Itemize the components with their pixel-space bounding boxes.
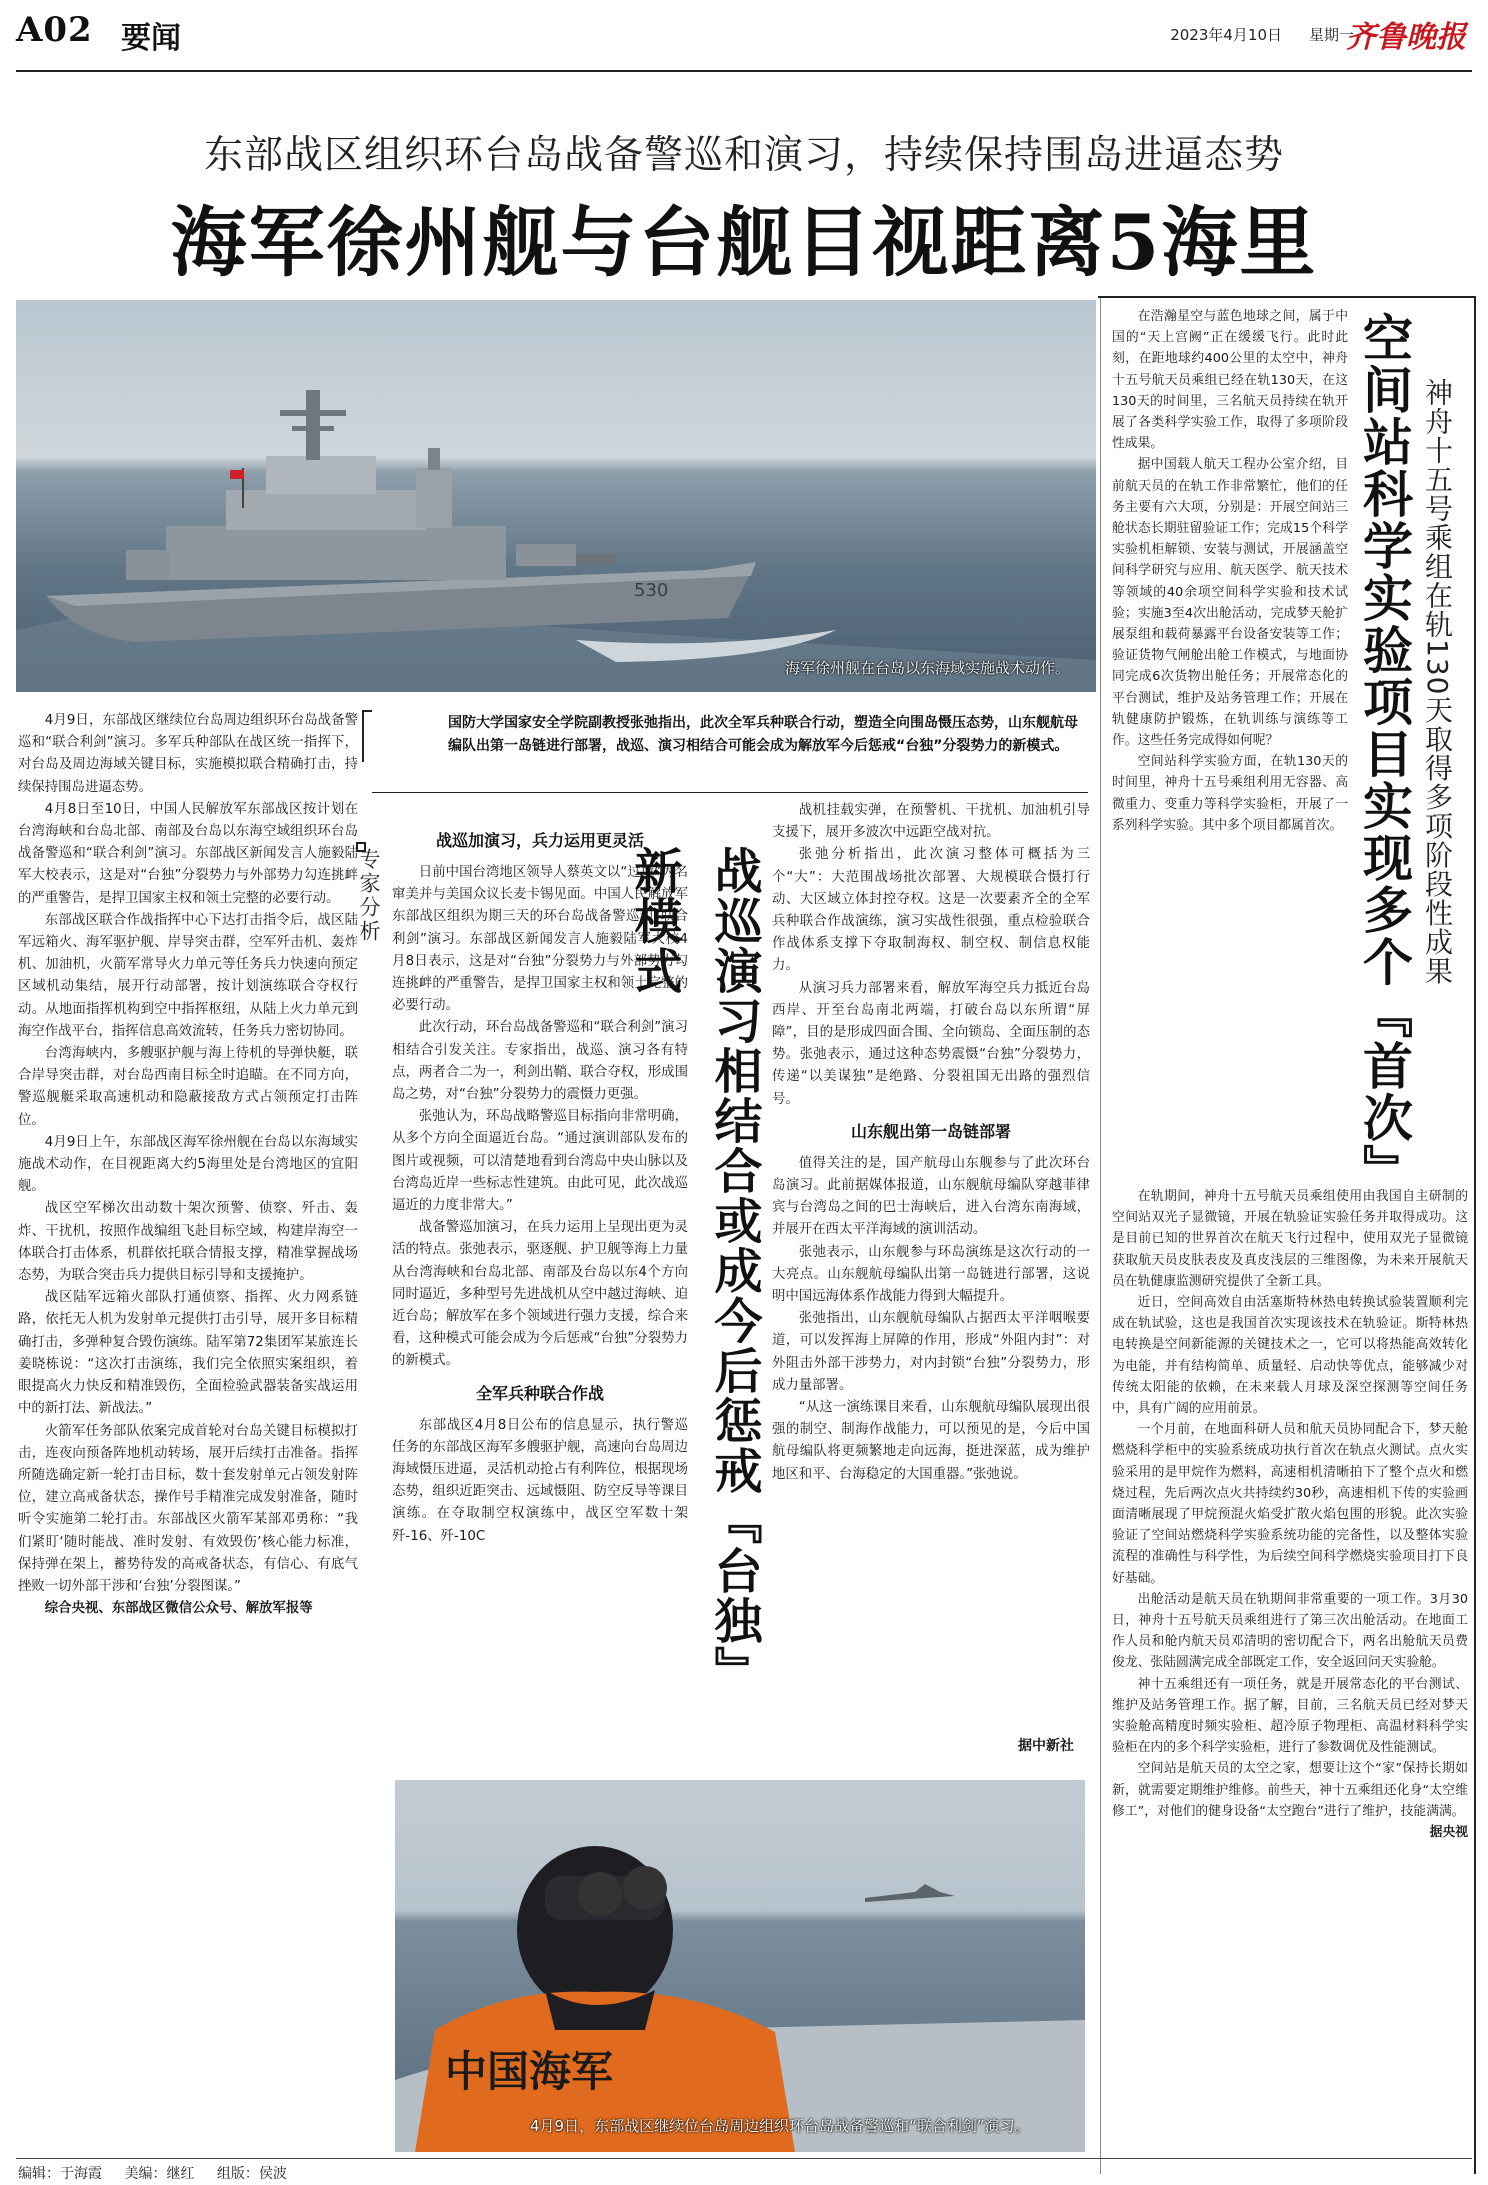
analysis-vertical-headline: 战巡演习相结合或成今后惩戒『台独』新模式	[626, 846, 762, 1696]
editor-credit: 编辑：于海霞	[18, 2166, 102, 2182]
expert-analysis-tag: 专家分析	[357, 848, 381, 944]
section-subhead: 山东舰出第一岛链部署	[850, 1121, 1011, 1141]
jacket-text: 中国海军	[445, 2047, 614, 2096]
header-rule	[16, 70, 1472, 72]
paragraph: 4月8日至10日，中国人民解放军东部战区按计划在台湾海峡和台岛北部、南部及台岛以东海空域组织环台岛战备警巡和“联合利剑”演习。东部战区新闻发言人施毅陆军大校表示，这是对“台独”分裂势力与外部势力勾连挑衅的严重警告，是捍卫国家主权和领土完整的必要行动。	[18, 801, 358, 906]
page-footer	[18, 2163, 305, 2183]
issue-weekday: 星期一	[1308, 26, 1354, 44]
analysis-column-2	[772, 800, 1090, 1770]
paragraph: 据中国载人航天工程办公室介绍，目前航天员的在轨工作非常繁忙，他们的任务主要有六大项，分别是：开展空间站三舱状态长期驻留验证工作；完成15个科学实验机柜解锁、安装与测试，开展涵盖空间科学研究与应用、航天医学、航天技术等领域的40余项空间科学实验和技术试验；实施3至4次出舱活动，完成梦天舱扩展泵组和载荷暴露平台设备安装等工作；验证货物气闸舱出舱工作模式，与地面协同完成6次货物出舱任务；开展常态化的平台测试，维护及站务管理工作；开展在轨健康防护锻炼，在轨训练与演练等工作。这些任务完成得如何呢？	[1112, 457, 1348, 749]
analysis-credit: 据中新社	[1018, 1738, 1074, 1754]
section-subhead: 战巡加演习，兵力运用更灵活	[435, 831, 644, 850]
news-byline: 综合央视、东部战区微信公众号、解放军报等	[44, 1601, 313, 1617]
paragraph: 张弛认为，环岛战略警巡目标指向非常明确，从多个方向全面逼近台岛。“通过演训部队发布的图片或视频，可以清楚地看到台湾岛中央山脉以及台湾岛近岸一些标志性建筑。由此可见，此次战巡逼近的力度非常大。”	[392, 1109, 688, 1214]
lookout-photo	[395, 1780, 1085, 2152]
paragraph: 日前中国台湾地区领导人蔡英文以“过境”为名窜美并与美国众议长麦卡锡见面。中国人民解放军东部战区组织为期三天的环台岛战备警巡和“联合利剑”演习。东部战区新闻发言人施毅陆军大校4月8日表示，这是对“台独”分裂势力与外部势力勾连挑衅的严重警告，是捍卫国家主权和领土完整的必要行动。	[392, 865, 688, 1014]
sidebar-subheadline: 神舟十五号乘组在轨130天取得多项阶段性成果	[1421, 378, 1454, 986]
sidebar-credit: 据央视	[1429, 1825, 1468, 1841]
bottom-photo-caption: 4月9日，东部战区继续位台岛周边组织环台岛战备警巡和“联合利剑”演习。	[530, 2117, 1030, 2135]
news-column-1	[18, 710, 358, 2155]
sidebar-headline: 空间站科学实验项目实现多个『首次』	[1355, 312, 1414, 1196]
paragraph: 战机挂载实弹，在预警机、干扰机、加油机引导支援下，展开多波次中远距空战对抗。	[772, 803, 1090, 841]
paragraph: 神十五乘组还有一项任务，就是开展常态化的平台测试、维护及站务管理工作。据了解，目前，三名航天员已经对梦天实验舱高精度时频实验柜、超冷原子物理柜、高温材料科学实验柜在内的多个科学实验柜，进行了参数调优及性能测试。	[1112, 1676, 1468, 1756]
paragraph: 值得关注的是，国产航母山东舰参与了此次环台岛演习。此前据媒体报道，山东舰航母编队穿越菲律宾与台湾岛之间的巴士海峡后，进入台湾东南海域，并展开在西太平洋海域的演训活动。	[772, 1155, 1090, 1238]
paragraph: 空间站是航天员的太空之家，想要让这个“家”保持长期如新，就需要定期维护维修。前些天，神十五乘组还化身“太空维修工”，对他们的健身设备“太空跑台”进行了维护，技能满满。	[1112, 1761, 1468, 1819]
paragraph: 从演习兵力部署来看，解放军海空兵力抵近台岛西岸、开至台岛南北两端，打破台岛以东所谓“屏障”，目的是形成四面合围、全向锁岛、全面压制的态势。张弛表示，通过这种态势震慑“台独”分裂势力，传递“以美谋独”是绝路、分裂祖国无出路的强烈信号。	[772, 980, 1090, 1107]
article-headline: 海军徐州舰与台舰目视距离5海里	[170, 198, 1318, 287]
lookout-illustration	[395, 1780, 1085, 2152]
footer-rule	[16, 2158, 1472, 2159]
paragraph: “从这一演练课目来看，山东舰航母编队展现出很强的制空、制海作战能力，可以预见的是，今后中国航母编队将更频繁地走向远海，挺进深蓝，成为维护地区和平、台海稳定的大国重器。”张弛说。	[772, 1400, 1090, 1482]
paragraph: 战备警巡加演习，在兵力运用上呈现出更为灵活的特点。张弛表示，驱逐舰、护卫舰等海上力量从台湾海峡和台岛北部、南部及台岛以东4个方向同时逼近，多种型号先进战机从空中越过海峡、迫近台岛；解放军在多个领域进行强力支援，综合来看，这种模式可能会成为今后惩戒“台独”分裂势力的新模式。	[392, 1220, 688, 1369]
paragraph: 4月9日，东部战区继续位台岛周边组织环台岛战备警巡和“联合利剑”演习。多军兵种部队在战区统一指挥下，对台岛及周边海域关键目标，实施模拟联合精确打击，持续保持围岛进逼态势。	[18, 713, 358, 795]
paragraph: 此次行动，环台岛战备警巡和“联合利剑”演习相结合引发关注。专家指出，战巡、演习各有特点，两者合二为一，利剑出鞘、联合夺权，形成围岛之势，对“台独”分裂势力的震慑力更强。	[392, 1020, 688, 1103]
sidebar-text-top	[1112, 306, 1348, 1186]
layout-credit: 组版：侯波	[216, 2166, 287, 2182]
paragraph: 东部战区4月8日公布的信息显示，执行警巡任务的东部战区海军多艘驱护舰，高速向台岛周边海域慑压进逼，灵活机动抢占有利阵位，根据现场态势，组织近距突击、远域慑阻、防空反导等课目演练。在夺取制空权演练中，战区空军数十架歼-16、歼-10C	[392, 1417, 688, 1544]
page-number: A02	[16, 10, 93, 50]
expert-frame-corner	[362, 710, 372, 762]
issue-date: 2023年4月10日	[1170, 26, 1282, 44]
section-name: 要闻	[121, 21, 181, 56]
newspaper-logo: 齐鲁晚报	[1346, 20, 1466, 55]
hull-number: 530	[634, 580, 669, 601]
art-credit: 美编：继红	[124, 2166, 195, 2182]
paragraph: 张弛分析指出，此次演习整体可概括为三个“大”：大范围战场批次部署、大规模联合慑打行动、大区域立体封控夺权。这是一次要素齐全的全军兵种联合作战演练，演习实战性很强，重点检验联合作战体系支撑下夺取制海权、制空权、制信息权能力。	[772, 847, 1090, 974]
paragraph: 近日，空间高效自由活塞斯特林热电转换试验装置顺利完成在轨试验，这也是我国首次实现该技术在轨验证。斯特林热电转换是空间新能源的关键技术之一，它可以将热能高效转化为电能，并有结构简单、质量轻、启动快等优点，能够减少对传统太阳能的依赖，在未来载人月球及深空探测等空间任务中，具有广阔的应用前景。	[1112, 1295, 1468, 1417]
article-subheadline: 东部战区组织环台岛战备警巡和演习，持续保持围岛进逼态势	[203, 133, 1284, 178]
section-subhead: 全军兵种联合作战	[475, 1383, 604, 1403]
warship-photo	[16, 300, 1096, 692]
paragraph: 在浩瀚星空与蓝色地球之间，属于中国的“天上宫阙”正在缓缓飞行。此时此刻，在距地球约400公里的太空中，神舟十五号航天员乘组已经在轨130天，在这130天的时间里，三名航天员持续在轨开展了各类科学实验工作，取得了多项阶段性成果。	[1112, 309, 1348, 452]
paragraph: 东部战区联合作战指挥中心下达打击指令后，战区陆军远箱火、海军驱护舰、岸导突击群，空军歼击机、轰炸机、加油机，火箭军常导火力单元等任务兵力快速向预定区域机动集结，展开行动部署，按计划演练联合夺权行动。从地面指挥机构到空中指挥枢纽，从陆上火力单元到海空作战平台，指挥信息高效流转，任务兵力密切协同。	[18, 912, 358, 1039]
top-photo-caption: 海军徐州舰在台岛以东海域实施战术动作。	[784, 659, 1070, 677]
paragraph: 火箭军任务部队依案完成首轮对台岛关键目标模拟打击，连夜向预备阵地机动转场，展开后续打击准备。指挥所随选确定新一轮打击目标，数十套发射单元占领发射阵位，建立高戒备状态，操作号手精准完成发射准备，随时听令实施第二轮打击。东部战区火箭军某部邓勇称：“我们紧盯‘随时能战、准时发射、有效毁伤’核心能力标准，保持弹在架上，蓄势待发的高戒备状态，有信心、有底气挫败一切外部干涉和‘台独’分裂图谋。”	[18, 1423, 358, 1594]
paragraph: 张弛表示，山东舰参与环岛演练是这次行动的一大亮点。山东舰航母编队出第一岛链进行部署，这说明中国远海体系作战能力得到大幅提升。	[772, 1244, 1090, 1305]
paragraph: 在轨期间，神舟十五号航天员乘组使用由我国自主研制的空间站双光子显微镜，开展在轨验证实验任务并取得成功。这是目前已知的世界首次在航天飞行过程中，使用双光子显微镜获取航天员皮肤表皮及真皮浅层的三维图像，为未来开展航天员在轨健康监测研究提供了全新工具。	[1112, 1189, 1468, 1289]
warship-illustration	[16, 300, 1096, 692]
paragraph: 空间站科学实验方面，在轨130天的时间里，神舟十五号乘组利用无容器、高微重力、变重力等科学实验柜，开展了一系列科学实验。其中多个项目都属首次。	[1112, 754, 1348, 833]
page-header	[16, 10, 1472, 68]
paragraph: 张弛指出，山东舰航母编队占据西太平洋咽喉要道，可以发挥海上屏障的作用，形成“外阻内封”：对外阻击外部干涉势力，对内封锁“台独”分裂势力，形成力量部署。	[772, 1311, 1090, 1393]
paragraph: 4月9日上午，东部战区海军徐州舰在台岛以东海域实施战术动作，在目视距离大约5海里处是台湾地区的宜阳舰。	[18, 1134, 358, 1195]
paragraph: 战区陆军远箱火部队打通侦察、指挥、火力网系链路，依托无人机为发射单元提供打击引导，展开多目标精确打击，多弹种复合毁伤演练。陆军第72集团军某旅连长姜晓栋说：“这次打击演练，我们完全依照实案组织，着眼提高火力快反和精准毁伤，全面检验武器装备实战运用中的新打法、新战法。”	[18, 1290, 358, 1417]
paragraph: 一个月前，在地面科研人员和航天员协同配合下，梦天舱燃烧科学柜中的实验系统成功执行首次在轨点火测试。点火实验采用的是甲烷作为燃料，高速相机清晰拍下了整个点火和燃烧过程，先后两次点火共持续约30秒，高速相机下传的实验画面清晰展现了甲烷预混火焰受扩散火焰包围的形貌。此次实验验证了空间站燃烧科学实验系统功能的完备性，以及整体实验流程的准确性与科学性，为后续空间科学燃烧实验项目打下良好基础。	[1112, 1422, 1468, 1586]
expert-lead: 国防大学国家安全学院副教授张弛指出，此次全军兵种联合行动，塑造全向围岛慑压态势，山东舰航母编队出第一岛链进行部署，战巡、演习相结合可能会成为解放军今后惩戒“台独”分裂势力的新模式。	[448, 715, 1078, 754]
paragraph: 出舱活动是航天员在轨期间非常重要的一项工作。3月30日，神舟十五号航天员乘组进行了第三次出舱活动。在地面工作人员和舱内航天员邓清明的密切配合下，两名出舱航天员费俊龙、张陆圆满完成全部既定工作，安全返回问天实验舱。	[1112, 1591, 1468, 1671]
lead-rule	[372, 792, 1088, 793]
sidebar-text-bottom	[1112, 1186, 1468, 2166]
paragraph: 战区空军梯次出动数十架次预警、侦察、歼击、轰炸、干扰机，按照作战编组飞赴目标空域，构建岸海空一体联合打击体系，机群依托联合情报支撑，精准掌握战场态势，为联合突击兵力提供目标引导和支援掩护。	[18, 1201, 358, 1284]
column-divider	[1100, 296, 1101, 2174]
paragraph: 台湾海峡内，多艘驱护舰与海上待机的导弹快艇，联合岸导突击群，对台岛西南目标全时追瞄。在不同方向，警巡舰艇采取高速机动和隐蔽接敌方式占领预定打击阵位。	[18, 1046, 358, 1128]
